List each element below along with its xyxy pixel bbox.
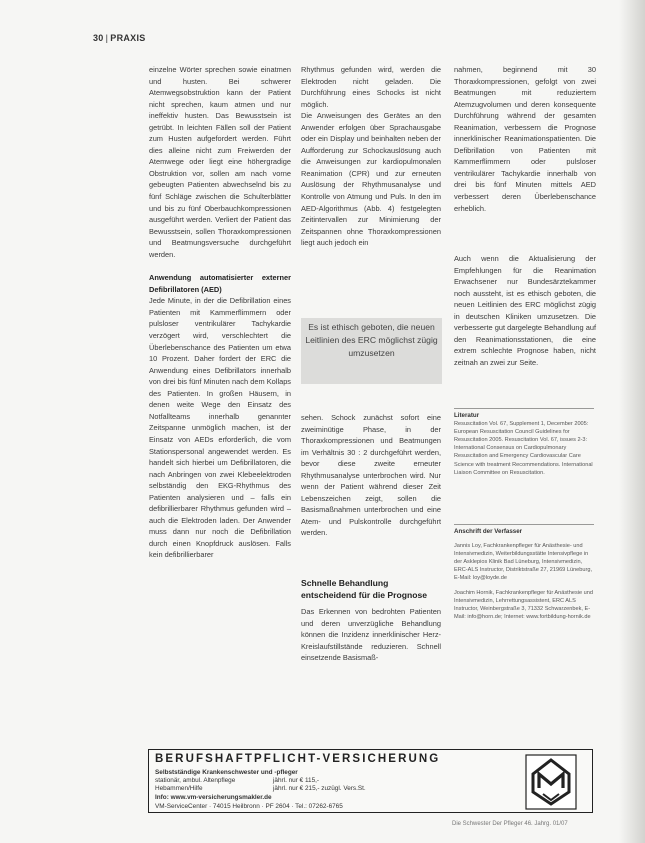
section-title: PRAXIS: [110, 33, 146, 43]
col2-heading-prognose: Schnelle Behandlung entscheidend für die Prognose: [301, 578, 428, 600]
ad-contact: VM-ServiceCenter · 74015 Heilbronn · PF 2604 · Tel.: 07262-6765: [155, 803, 343, 810]
ad-line-1: Selbstständige Krankenschwester und -pfleger: [155, 769, 298, 776]
col3-paragraph-2: Auch wenn die Aktualisierung der Empfehlungen für die Reanimation Erwachsener nur Bundesärztekammer noch aussteht, ist es ethisch geboten, die neuen Leitlinien des ERC möglichst zügig in deutschen Kliniken umzusetzen. Die verbesserte gut dargelegte Behandlung auf den Reanimationsstationen, die eine extrem schlechte Prognose haben, nicht zeitnah an zwei zur Seite.: [454, 254, 596, 367]
col1-paragraph-1: einzelne Wörter sprechen sowie einatmen und husten. Bei schwerer Atemwegsobstruktion kann der Patient nicht sprechen, kaum atmen und nur ineffektiv husten. Das Bewusstsein ist getrübt. In leichten Fällen soll der Patient zum Husten aufgefordert werden. Führt dies alleine nicht zum Freiwerden der Atemwege oder liegt eine höhergradige Obstruktion vor, sollen am nach vorne gebeugten Patienten abwechselnd bis zu fünf Schläge zwischen die Schulterblätter und bis zu fünf Oberbauchkompressionen ausgeführt werden. Verliert der Patient das Bewusstsein, sollen Thoraxkompressionen und Beatmungsversuche durchgeführt werden.: [149, 65, 291, 259]
page-header: 30 | PRAXIS: [93, 33, 146, 43]
ad-line-3a: Hebammen/Hilfe: [155, 785, 203, 792]
ad-title: BERUFSHAFTPFLICHT-VERSICHERUNG: [155, 753, 441, 765]
col2-paragraph-3: sehen. Schock zunächst sofort eine zweiminütige Phase, in der Thoraxkompressionen und Beatmungen im Verhältnis 30 : 2 durchgeführt werden, bevor diese zweite erneuter Rhythmusanalyse unterbrochen wird. Nur wenn der Patient während dieser Zeit Lebenszeichen zeigt, sollen die Basismaßnahmen unterbrochen und eine Atem- und Pulskontrolle durchgeführt werden.: [301, 413, 441, 538]
col1-paragraph-2: Jede Minute, in der die Defibrillation eines Patienten mit Kammerflimmern oder pulsloser ventrikulärer Tachykardie verzögert wird, verschlechtert die Überlebenschance des Patienten um etwa 10 Prozent. Daher fordert der ERC die Anwendung eines Defibrillators innerhalb von drei bis fünf Minuten nach dem Kollaps des Patienten. In großen Häusern, in denen weite Wege den Einsatz des Notfallteams innerhalb genannter Zeitspanne unmöglich machen, ist der Einsatz von AEDs erforderlich, die vom Stationspersonal angewendet werden. Es handelt sich hierbei um Defibrillatoren, die nach Anbringen von zwei Klebeelektroden selbständig den EKG-Rhythmus des Patienten analysieren und – falls ein defibrillierbarer Rhythmus gefunden wird – auch die Elektroden laden. Der Anwender muss dann nur noch die Defibrillation durch einen Knopfdruck auslösen. Falls kein defibrillierbarer: [149, 296, 291, 560]
col3-paragraph-1: nahmen, beginnend mit 30 Thoraxkompressionen, gefolgt von zwei Beatmungen mit reduziertem Atemzugvolumen und deren konsequente Durchführung während der gesamten Reanimation, verbessern die Prognose innerklinischer Reanimationspatienten. Die Defibrillation von Patienten mit Kammerflimmern oder pulsloser ventrikulärer Tachykardie innerhalb von drei bis fünf Minuten mittels AED verbessert deren Überlebenschance erheblich.: [454, 65, 596, 213]
ad-website: Info: www.vm-versicherungsmakler.de: [155, 794, 272, 801]
column-3-top: [454, 64, 596, 214]
col2-paragraph-1: Rhythmus gefunden wird, werden die Elektroden nicht geladen. Die Durchführung eines Schocks ist nicht möglich.: [301, 65, 441, 109]
column-1: [149, 64, 291, 561]
pull-quote: [301, 318, 442, 384]
literature-rule: [454, 408, 594, 409]
column-2-middle: [301, 412, 441, 539]
address-rule: [454, 524, 594, 525]
pull-quote-text: Es ist ethisch geboten, die neuen Leitlinien des ERC möglichst zügig umzusetzen: [305, 322, 438, 358]
ad-line-2a: stationär, ambul. Altenpflege: [155, 777, 236, 784]
col2-paragraph-2: Die Anweisungen des Gerätes an den Anwender erfolgen über Sprachausgabe oder ein Display und beinhalten neben der Aufforderung zur Schockauslösung auch die Anweisungen zur kardiopulmonalen Reanimation (CPR) und zur erneuten Auslösung der Rhythmusanalyse und Kontrolle von Atmung und Puls. In den im AED-Algorithmus (Abb. 4) festgelegten Zeitintervallen zur Minimierung der Zeitspannen ohne Thoraxkompressionen liegt auch jedoch ein: [301, 111, 441, 248]
literature-heading: Literatur: [454, 412, 480, 419]
col2-paragraph-4: Das Erkennen von bedrohten Patienten und deren unverzügliche Behandlung können die Inzidenz innerklinischer Herz-Kreislaufstillstände reduzieren. Schnell einsetzende Basismaß-: [301, 607, 441, 663]
column-3-middle: [454, 253, 596, 368]
ad-line-3b: jährl. nur € 215,- zuzügl. Vers.St.: [273, 785, 366, 792]
author-1-address: Jannis Loy, Fachkrankenpfleger für Anästhesie- und Intensivmedizin, Weiterbildungsstätte Intensivpflege in der Asklepios Klinik Bad Lüneburg, Intensivmedizin, ERC-ALS Instructor, Distriktstraße 27, 21969 Lüneburg, E-Mail: loy@loyde.de: [454, 543, 593, 582]
page-number: 30: [93, 33, 104, 43]
page-footer: Die Schwester Der Pfleger 46. Jahrg. 01/07: [452, 821, 568, 827]
column-2-top: [301, 64, 441, 249]
address-box: [454, 528, 596, 621]
literature-box: [454, 412, 596, 477]
literature-text: Resuscitation Vol. 67, Supplement 1, December 2005: European Resuscitation Council Guidelines for Resuscitation 2005. Resuscitation Vol. 67, issues 2-3: International Consensus on Cardiopulmonary Resuscitation and Emergency Cardiovascular Care Science with treatment Recommendations. International Liaison Committee on Resuscitation.: [454, 421, 593, 476]
ad-line-2b: jährl. nur € 115,-: [273, 777, 320, 784]
advertisement-box: [148, 749, 593, 813]
column-2-bottom: [301, 606, 441, 664]
address-heading: Anschrift der Verfasser: [454, 528, 523, 535]
author-2-address: Joachim Hornik, Fachkrankenpfleger für Anästhesie und Intensivmedizin, Lehrrettungsassistent, ERC ALS Instructor, Weinbergstraße 3, 71332 Schwarzenbek, E-Mail: info@horn.de; Internet: www.fortbildung-hornik.de: [454, 589, 593, 620]
col1-heading-aed: Anwendung automatisierter externer Defibrillatoren (AED): [149, 273, 291, 294]
vm-logo-icon: [525, 754, 577, 810]
page-edge-shadow: [619, 0, 645, 843]
